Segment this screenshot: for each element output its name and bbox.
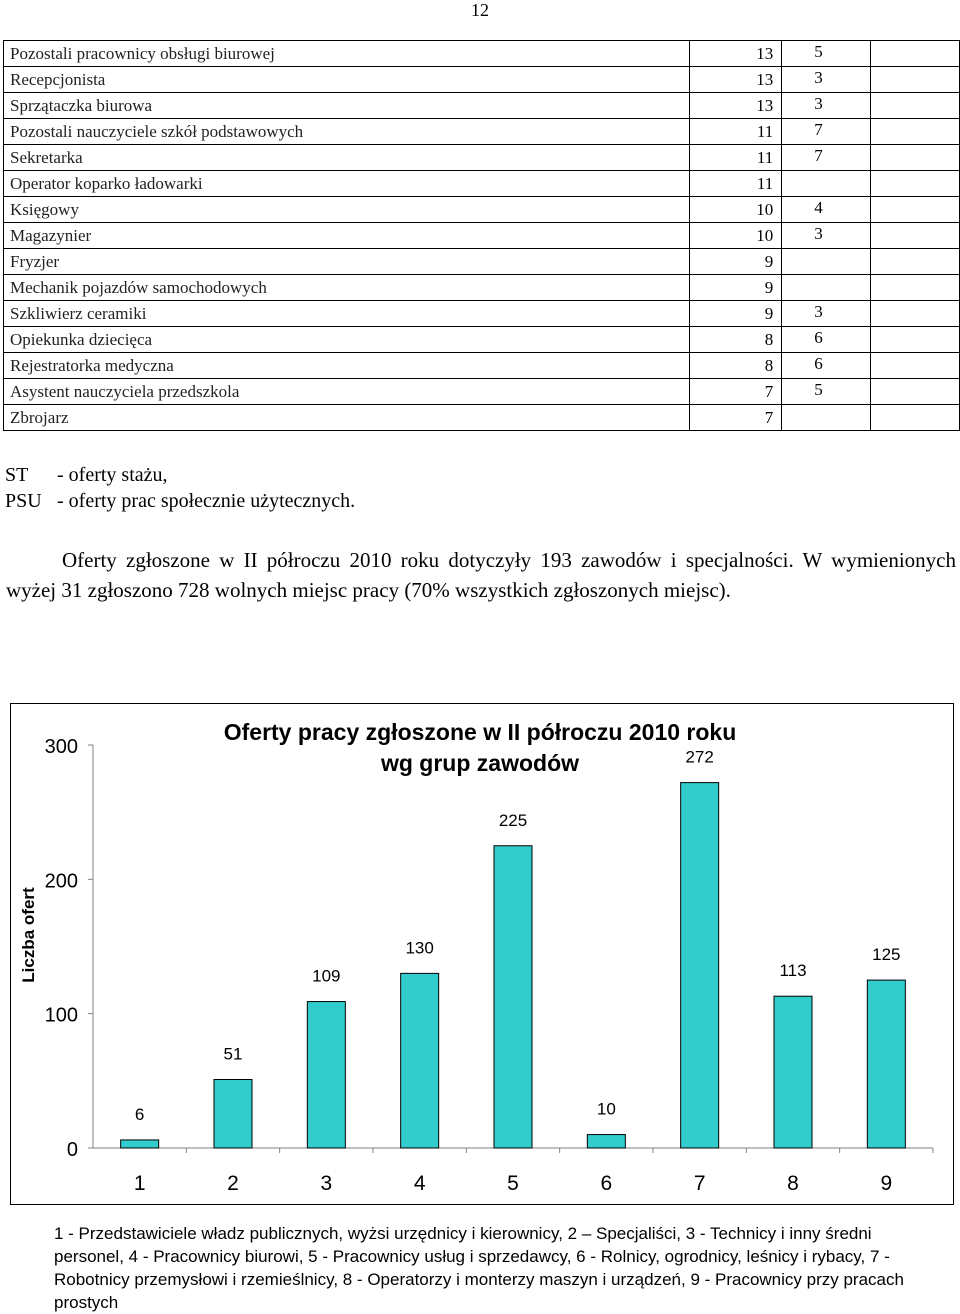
legend-item-psu: PSU - oferty prac społecznie użytecznych.	[5, 490, 356, 512]
occupation-cell: Sekretarka	[4, 145, 690, 171]
offers-cell: 11	[689, 145, 781, 171]
data-label: 130	[405, 938, 434, 958]
st-cell: 3	[782, 93, 871, 119]
bar	[401, 973, 439, 1148]
bar	[867, 980, 905, 1148]
offers-cell: 9	[689, 275, 781, 301]
st-cell: 3	[782, 67, 871, 93]
data-label: 113	[779, 961, 807, 981]
x-tick-label: 5	[507, 1172, 519, 1195]
occupation-cell: Asystent nauczyciela przedszkola	[4, 379, 690, 405]
offers-cell: 13	[689, 41, 781, 67]
offers-cell: 11	[689, 171, 781, 197]
bar	[681, 783, 719, 1148]
bar	[587, 1135, 625, 1148]
occupation-cell: Pozostali nauczyciele szkół podstawowych	[4, 119, 690, 145]
data-label: 272	[685, 747, 714, 767]
x-tick-label: 8	[787, 1172, 799, 1195]
bar	[214, 1079, 252, 1148]
data-label: 125	[872, 945, 901, 965]
st-cell: 3	[782, 301, 871, 327]
occupation-cell: Recepcjonista	[4, 67, 690, 93]
offers-cell: 9	[689, 249, 781, 275]
occupation-cell: Pozostali pracownicy obsługi biurowej	[4, 41, 690, 67]
occupation-cell: Fryzjer	[4, 249, 690, 275]
chart-title-line: wg grup zawodów	[380, 750, 580, 776]
x-tick-label: 7	[693, 1172, 706, 1195]
st-cell: 3	[782, 223, 871, 249]
x-tick-label: 1	[133, 1172, 146, 1195]
occupation-cell: Szkliwierz ceramiki	[4, 301, 690, 327]
offers-cell: 7	[689, 379, 781, 405]
occupation-cell: Mechanik pojazdów samochodowych	[4, 275, 690, 301]
y-tick-label: 0	[66, 1139, 78, 1161]
st-cell: 6	[782, 327, 871, 353]
y-axis-label: Liczba ofert	[19, 887, 38, 983]
st-cell: 6	[782, 353, 871, 379]
data-label: 10	[596, 1099, 616, 1119]
st-cell: 7	[782, 119, 871, 145]
bar	[307, 1002, 345, 1148]
st-cell: 5	[782, 379, 871, 405]
occupation-cell: Księgowy	[4, 197, 690, 223]
st-cell: 4	[782, 197, 871, 223]
st-cell: 7	[782, 145, 871, 171]
occupation-cell: Opiekunka dziecięca	[4, 327, 690, 353]
summary-paragraph: Oferty zgłoszone w II półroczu 2010 roku dotyczyły 193 zawodów i specjalności. W wymienionych wyżej 31 zgłoszono 728 wolnych miejsc pracy (70% wszystkich zgłoszonych miejsc).	[6, 548, 956, 602]
chart-title-line: Oferty pracy zgłoszone w II półroczu 2010 roku	[223, 719, 737, 745]
bar	[121, 1140, 159, 1148]
offers-cell: 8	[689, 327, 781, 353]
y-tick-label: 100	[44, 1004, 78, 1027]
y-tick-label: 200	[44, 870, 78, 893]
occupation-cell: Magazynier	[4, 223, 690, 249]
chart-caption: 1 - Przedstawiciele władz publicznych, wyżsi urzędnicy i kierownicy, 2 – Specjaliści, 3 - Technicy i inny średni personel, 4 - Pracownicy biurowi, 5 - Pracownicy usług i sprzedawcy, 6 - Rolnicy, ogrodnicy, leśnicy i rybacy, 7 - Robotnicy przemysłowi i rzemieślnicy, 8 - Operatorzy i monterzy maszyn i urządzeń, 9 - Pracownicy przy pracach prostych	[54, 1224, 904, 1312]
x-tick-label: 9	[880, 1172, 893, 1195]
bar	[774, 996, 812, 1148]
occupation-cell: Zbrojarz	[4, 405, 690, 431]
offers-cell: 8	[689, 353, 781, 379]
x-tick-label: 2	[227, 1172, 239, 1195]
offers-cell: 13	[689, 93, 781, 119]
occupation-cell: Operator koparko ładowarki	[4, 171, 690, 197]
x-tick-label: 6	[600, 1172, 613, 1195]
page-number: 12	[471, 0, 489, 20]
offers-cell: 9	[689, 301, 781, 327]
legend-item-st: ST - oferty stażu,	[5, 464, 168, 486]
offers-cell: 13	[689, 67, 781, 93]
y-tick-label: 300	[44, 736, 78, 758]
data-label: 225	[498, 810, 528, 830]
occupation-cell: Sprzątaczka biurowa	[4, 93, 690, 119]
x-tick-label: 4	[413, 1172, 426, 1195]
occupation-cell: Rejestratorka medyczna	[4, 353, 690, 379]
offers-cell: 10	[689, 197, 781, 223]
offers-cell: 10	[689, 223, 781, 249]
st-cell: 5	[782, 41, 871, 67]
offers-cell: 7	[689, 405, 781, 431]
data-label: 109	[312, 966, 341, 986]
bar	[494, 846, 532, 1148]
offers-cell: 11	[689, 119, 781, 145]
data-label: 51	[223, 1044, 243, 1064]
data-label: 6	[134, 1104, 145, 1124]
x-tick-label: 3	[320, 1172, 333, 1195]
